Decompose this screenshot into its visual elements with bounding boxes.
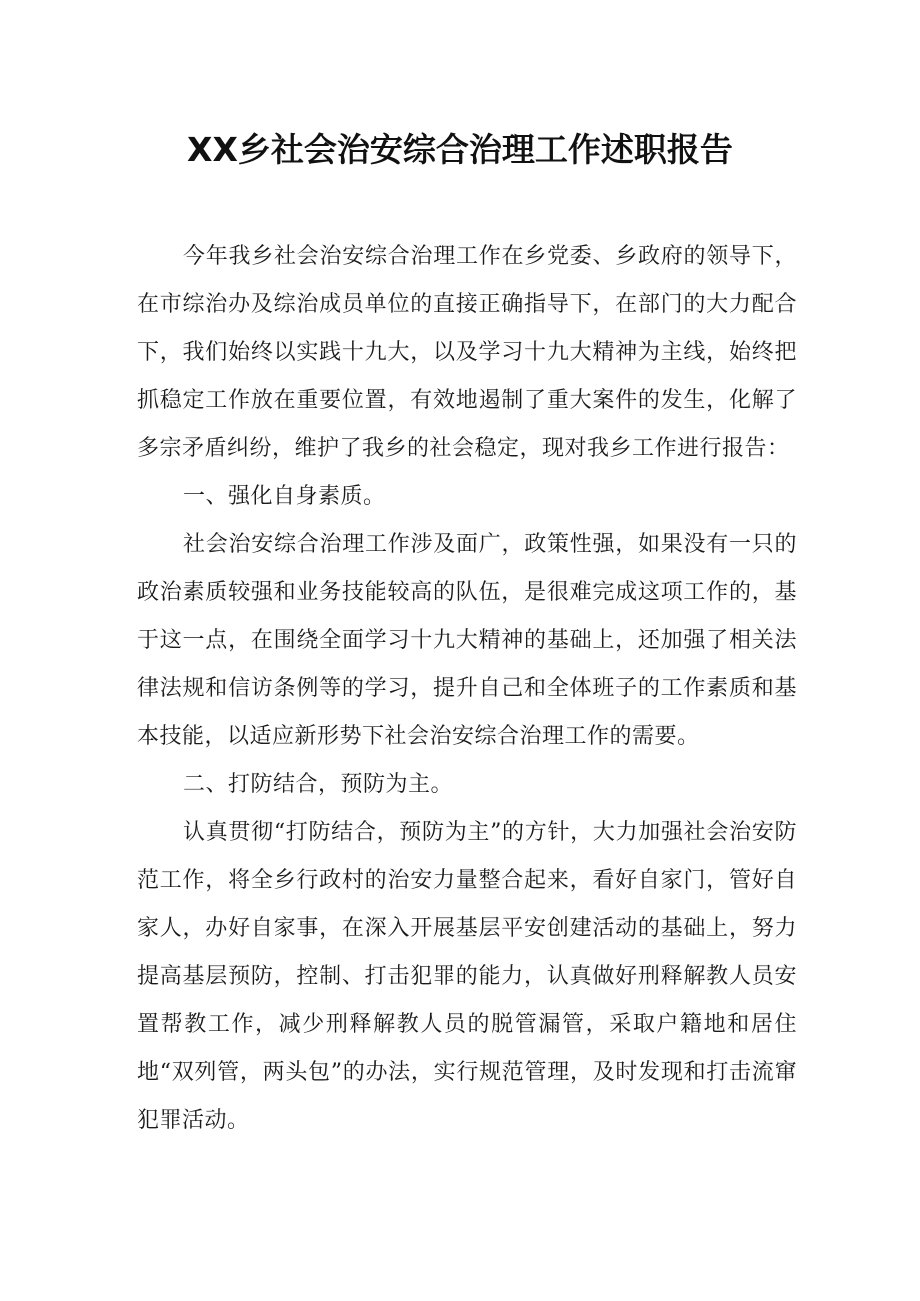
section-heading-1: 一、强化自身素质。 bbox=[183, 484, 386, 509]
section-2-paragraph: 认真贯彻“打防结合，预防为主”的方针，大力加强社会治安防范工作，将全乡行政村的治安力量整合起来，看好自家门，管好自家人，办好自家事，在深入开展基层平安创建活动的基础上，努力提高基层预防，控制、打击犯罪的能力，认真做好刑释解教人员安置帮教工作，减少刑释解教人员的脱管漏管，采取户籍地和居住地“双列管，两头包”的办法，实行规范管理，及时发现和打击流窜犯罪活动。 bbox=[137, 820, 797, 1133]
document-body bbox=[137, 233, 797, 1145]
document-title: XX乡社会治安综合治理工作述职报告 bbox=[187, 130, 733, 169]
intro-paragraph: 今年我乡社会治安综合治理工作在乡党委、乡政府的领导下，在市综治办及综治成员单位的直接正确指导下，在部门的大力配合下，我们始终以实践十九大，以及学习十九大精神为主线，始终把抓稳定工作放在重要位置，有效地遏制了重大案件的发生，化解了多宗矛盾纠纷，维护了我乡的社会稳定，现对我乡工作进行报告： bbox=[137, 244, 797, 461]
section-heading-2: 二、打防结合，预防为主。 bbox=[183, 772, 454, 797]
section-1-paragraph: 社会治安综合治理工作涉及面广，政策性强，如果没有一只的政治素质较强和业务技能较高的队伍，是很难完成这项工作的，基于这一点，在围绕全面学习十九大精神的基础上，还加强了相关法律法规和信访条例等的学习，提升自己和全体班子的工作素质和基本技能，以适应新形势下社会治安综合治理工作的需要。 bbox=[137, 532, 797, 749]
